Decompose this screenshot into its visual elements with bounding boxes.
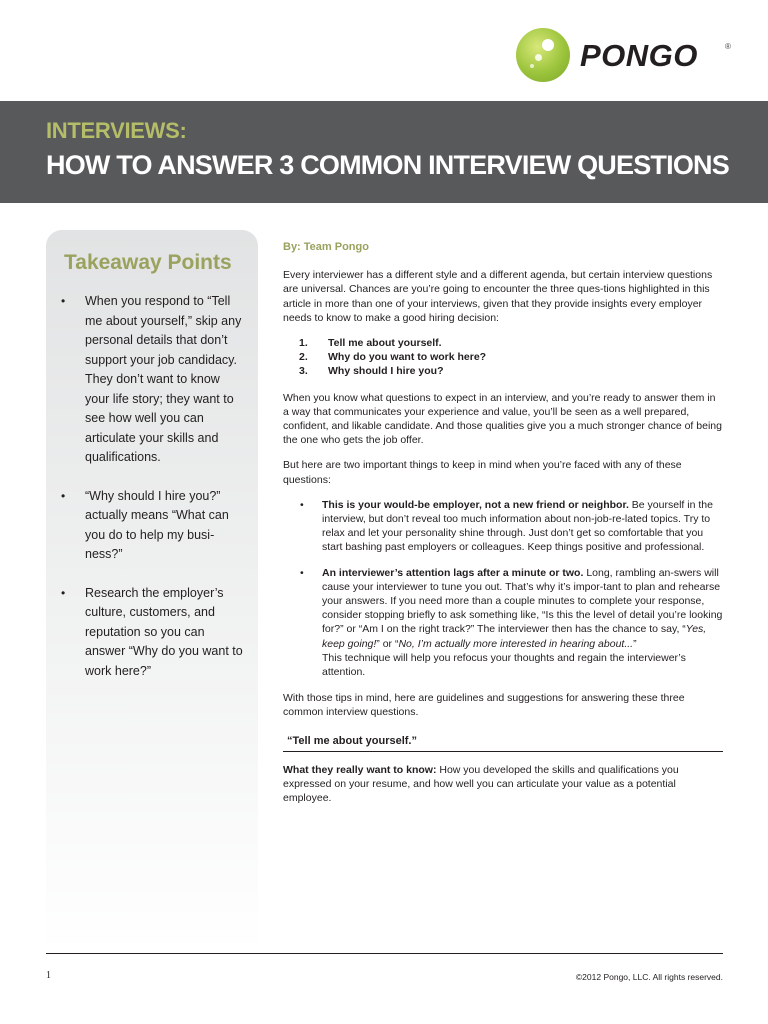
takeaway-text: “Why should I hire you?” actually means “What can you do to help my busi-ness?”: [85, 488, 229, 561]
bullet-icon: •: [300, 498, 304, 511]
tip-quote: No, I’m actually more interested in hearing about...: [398, 637, 634, 650]
takeaway-text: Research the employer’s culture, customers, and reputation so you can answer “Why do you want to work here?”: [85, 585, 243, 678]
tip-lead: An interviewer’s attention lags after a minute or two.: [322, 566, 584, 579]
question-item: 3. Why should I hire you?: [299, 365, 444, 378]
tip-item: • An interviewer’s attention lags after a minute or two. Long, rambling an-swers will cause your interviewer to tune you out. That’s why it’s impor-tant to plan and rehearse your answers. If you need more than a couple minutes to complete your response, consider stopping briefly to ask something like, “Is this the level of detail you’re looking for?” or “Am I on the right track?” The interviewer then has the chance to say, “Yes, keep going!” or “No, I’m actually more interested in hearing about...” This technique will help you refocus your thoughts and regain the interviewer’s attention.: [300, 566, 723, 679]
article-body: [283, 240, 723, 817]
logo-wordmark: PONGO: [580, 38, 698, 73]
want-label: What they really want to know:: [283, 763, 437, 776]
takeaway-list: [46, 292, 258, 700]
pongo-ball-icon: [516, 28, 570, 82]
tip-body: Be yourself in the interview, but don’t reveal too much information about non-job-re-lated topics. Try to relax and let your personality shine through. Just don’t get so comfortable that you start bashing past employers or colleagues. Keep things positive and professional.: [322, 498, 713, 554]
tip-follow: This technique will help you refocus your thoughts and regain the interviewer’s attention.: [322, 651, 686, 679]
page-title: HOW TO ANSWER 3 COMMON INTERVIEW QUESTIONS: [46, 150, 729, 180]
section-heading: “Tell me about yourself.”: [283, 734, 723, 752]
tip-lead: This is your would-be employer, not a new friend or neighbor.: [322, 498, 629, 511]
tips-list: [283, 498, 723, 679]
question-item: 2. Why do you want to work here?: [299, 351, 487, 364]
copyright: ©2012 Pongo, LLC. All rights reserved.: [575, 972, 723, 982]
takeaway-text: When you respond to “Tell me about yourself,” skip any personal details that don’t support your job candidacy. They don’t want to know your life story; they want to see how well you can articulate your skills and qualifications.: [85, 294, 242, 464]
takeaway-item: [46, 292, 258, 468]
question-item: 1. Tell me about yourself.: [299, 337, 442, 350]
body-paragraph: With those tips in mind, here are guidelines and suggestions for answering these three common interview questions.: [283, 692, 685, 719]
body-paragraph: When you know what questions to expect in an interview, and you’re ready to answer them in a way that communicates your experience and value, you’ll be seen as a well prepared, confident, and likable candidate. And those qualities give you a much stronger chance of being the one who gets the job offer.: [283, 391, 722, 447]
byline: By: Team Pongo: [283, 241, 369, 253]
pongo-logo: [516, 28, 736, 86]
want-text: How you developed the skills and qualifications you expressed on your resume, and how well you can articulate your value as a potential employee.: [283, 763, 679, 805]
sidebar-title: Takeaway Points: [64, 251, 232, 274]
page-number: 1: [46, 970, 51, 981]
footer-divider: [46, 953, 723, 954]
takeaway-item: [46, 487, 258, 565]
banner-kicker: INTERVIEWS:: [46, 118, 187, 143]
body-paragraph: But here are two important things to keep in mind when you’re faced with any of these questions:: [283, 459, 682, 486]
tip-quote: Yes, keep going!: [322, 623, 707, 650]
tip-item: [300, 498, 723, 555]
question-list: [283, 336, 723, 379]
registered-mark: ®: [725, 42, 731, 51]
takeaway-item: [46, 584, 258, 682]
bullet-icon: •: [61, 294, 66, 308]
bullet-icon: •: [300, 566, 304, 579]
bullet-icon: •: [61, 585, 66, 600]
want-paragraph: [283, 763, 723, 806]
title-banner: [0, 101, 768, 203]
bullet-icon: •: [61, 488, 66, 503]
takeaway-sidebar: [46, 230, 258, 952]
tip-body: Long, rambling an-swers will cause your interviewer to tune you out. That’s why it’s impor-tant to plan and rehearse your answers. If you need more than a couple minutes to complete your response, consider stopping briefly to ask something like, “Is this the level of detail you’re looking for?” or “Am I on the right track?” The interviewer then has the chance to say, “: [322, 566, 723, 636]
intro-paragraph: Every interviewer has a different style and a different agenda, but certain interview questions are universal. Chances are you’re going to encounter the three ques-tions highlighted in this article in more than one of your interviews, given that they provide insights every employer needs to know to make a good hiring decision:: [283, 269, 713, 324]
